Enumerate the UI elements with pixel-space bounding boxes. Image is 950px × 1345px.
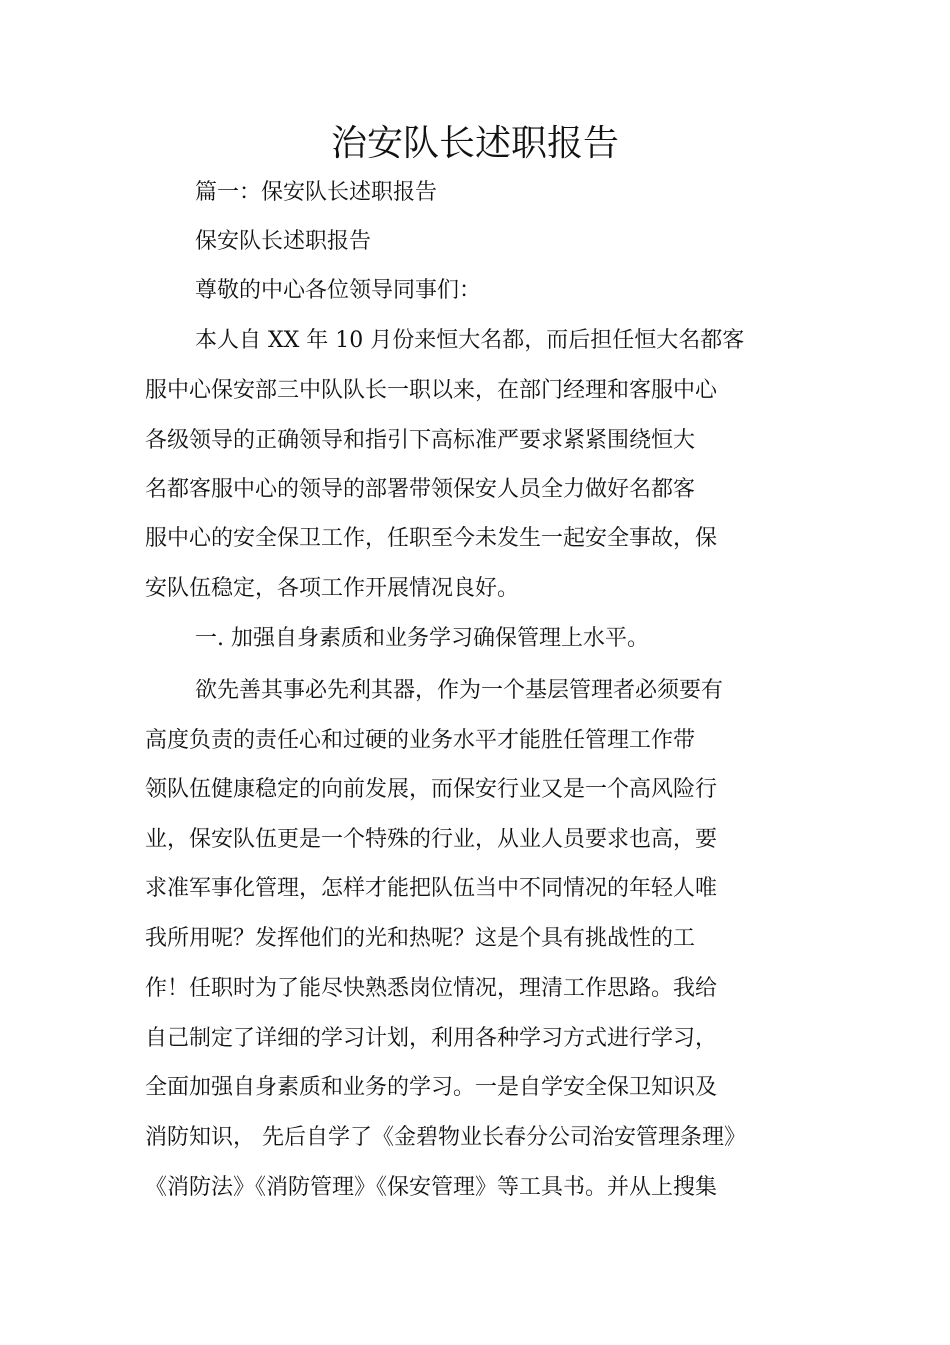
paragraph-line: 服中心保安部三中队队长一职以来，在部门经理和客服中心: [145, 378, 718, 403]
paragraph-line: 领队伍健康稳定的向前发展，而保安行业又是一个高风险行: [145, 777, 718, 802]
paragraph-line: 作！任职时为了能尽快熟悉岗位情况，理清工作思路。我给: [145, 976, 718, 1001]
paragraph-line: 名都客服中心的领导的部署带领保安人员全力做好名都客: [145, 477, 696, 502]
paragraph-line: 欲先善其事必先利其器，作为一个基层管理者必须要有: [195, 678, 724, 703]
paragraph-line: 自己制定了详细的学习计划，利用各种学习方式进行学习，: [145, 1026, 718, 1051]
paragraph-line: 《消防法》《消防管理》《保安管理》等工具书。并从上搜集: [145, 1175, 718, 1200]
numbered-heading: 一. 加强自身素质和业务学习确保管理上水平。: [195, 626, 649, 651]
paragraph-line: 我所用呢？发挥他们的光和热呢？这是个具有挑战性的工: [145, 926, 696, 951]
paragraph-line: 消防知识， 先后自学了《金碧物业长春分公司治安管理条理》: [145, 1125, 746, 1150]
paragraph-line: 各级领导的正确领导和指引下高标准严要求紧紧围绕恒大: [145, 428, 696, 453]
paragraph-line: 业，保安队伍更是一个特殊的行业，从业人员要求也高，要: [145, 827, 718, 852]
section-heading: 篇一：保安队长述职报告: [195, 180, 438, 205]
paragraph-line: 安队伍稳定，各项工作开展情况良好。: [145, 576, 520, 601]
salutation: 尊敬的中心各位领导同事们：: [195, 278, 482, 303]
paragraph-line: 本人自 XX 年 10 月份来恒大名都，而后担任恒大名都客: [195, 328, 745, 353]
paragraph-line: 求准军事化管理，怎样才能把队伍当中不同情况的年轻人唯: [145, 876, 718, 901]
paragraph-line: 服中心的安全保卫工作，任职至今未发生一起安全事故，保: [145, 526, 718, 551]
document-title: 治安队长述职报告: [330, 123, 619, 164]
paragraph-line: 高度负责的责任心和过硬的业务水平才能胜任管理工作带: [145, 728, 696, 753]
paragraph-line: 全面加强自身素质和业务的学习。一是自学安全保卫知识及: [145, 1075, 718, 1100]
report-subtitle: 保安队长述职报告: [195, 229, 372, 254]
